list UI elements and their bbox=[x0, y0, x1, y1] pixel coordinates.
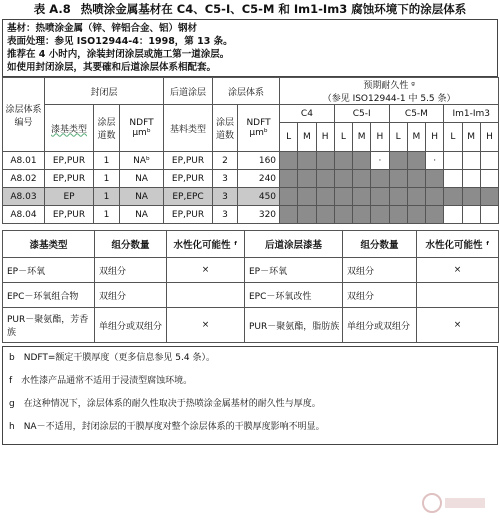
cell-ndft2: 450 bbox=[238, 188, 280, 206]
cell-coats: 1 bbox=[94, 152, 120, 170]
cell-base2: EP,PUR bbox=[164, 206, 213, 224]
durability-cell bbox=[426, 170, 444, 188]
cell-ndft: NAᵇ bbox=[120, 152, 164, 170]
legend-cell: 双组分 bbox=[343, 283, 417, 308]
coating-system-table bbox=[2, 77, 499, 224]
durability-cell bbox=[280, 170, 298, 188]
footnote-f: f 水性漆产品通常不适用于浸渍型腐蚀环境。 bbox=[9, 376, 193, 386]
durability-cell bbox=[298, 170, 316, 188]
legend-cell bbox=[417, 283, 499, 308]
lmh-cell: M bbox=[353, 123, 371, 152]
cell-coats: 1 bbox=[94, 170, 120, 188]
legend-header: 漆基类型 bbox=[3, 231, 95, 258]
legend-row bbox=[3, 283, 499, 308]
lmh-cell: H bbox=[371, 123, 389, 152]
legend-row bbox=[3, 308, 499, 343]
durability-cell bbox=[407, 170, 425, 188]
table-row bbox=[3, 188, 499, 206]
header-durability bbox=[280, 78, 499, 105]
durability-cell bbox=[389, 170, 407, 188]
header-sealer: 封闭层 bbox=[45, 78, 164, 105]
legend-cell: 双组分 bbox=[95, 258, 167, 283]
legend-cell: EP－环氧 bbox=[245, 258, 343, 283]
durability-cell bbox=[334, 152, 352, 170]
legend-header: 水性化可能性 ᶠ bbox=[417, 231, 499, 258]
legend-cell: × bbox=[417, 308, 499, 343]
header-coating-system: 涂层体系 bbox=[213, 78, 280, 105]
lmh-cell: M bbox=[462, 123, 480, 152]
lmh-cell: L bbox=[334, 123, 352, 152]
table-number: 表 A.8 bbox=[33, 2, 71, 16]
info-line-sealer: 如使用封闭涂层，其要確和后道涂层体系相配套。 bbox=[7, 62, 217, 73]
cell-coats2: 3 bbox=[213, 188, 238, 206]
durability-cell bbox=[389, 188, 407, 206]
footnote-g: g 在这种情况下，涂层体系的耐久性取决于热喷涂金属基材的耐久性与厚度。 bbox=[9, 399, 321, 409]
durability-cell bbox=[280, 188, 298, 206]
durability-cell bbox=[353, 170, 371, 188]
legend-cell: 单组分或双组分 bbox=[95, 308, 167, 343]
main-table-body bbox=[3, 152, 499, 224]
durability-cell bbox=[334, 206, 352, 224]
durability-cell bbox=[462, 188, 480, 206]
legend-row bbox=[3, 258, 499, 283]
durability-cell bbox=[371, 170, 389, 188]
legend-cell: × bbox=[417, 258, 499, 283]
durability-cell bbox=[280, 206, 298, 224]
durability-cell bbox=[298, 152, 316, 170]
header-ndft: NDFT μmᵇ bbox=[120, 105, 164, 152]
header-base-type: 漆基类型 bbox=[45, 105, 94, 152]
header-system-id: 涂层体系编号 bbox=[3, 78, 45, 152]
cell-base2: EP,PUR bbox=[164, 152, 213, 170]
cell-base2: EP,PUR bbox=[164, 170, 213, 188]
footnote-h: h NA－不适用，封闭涂层的干膜厚度对整个涂层体系的干膜厚度影响不明显。 bbox=[9, 422, 325, 432]
header-ndft-2: NDFT μmᵇ bbox=[238, 105, 280, 152]
legend-header: 组分数量 bbox=[95, 231, 167, 258]
cell-base: EP,PUR bbox=[45, 152, 94, 170]
cell-coats2: 3 bbox=[213, 206, 238, 224]
legend-cell bbox=[167, 283, 245, 308]
durability-cell bbox=[371, 188, 389, 206]
header-subsequent: 后道涂层 bbox=[164, 78, 213, 105]
cell-id: A8.04 bbox=[3, 206, 45, 224]
lmh-cell: L bbox=[389, 123, 407, 152]
durability-cell bbox=[334, 188, 352, 206]
cell-ndft: NA bbox=[120, 206, 164, 224]
durability-cell bbox=[462, 170, 480, 188]
table-row bbox=[3, 152, 499, 170]
footnote-b: b NDFT=额定干膜厚度（更多信息参见 5.4 条）。 bbox=[9, 353, 215, 363]
durability-cell bbox=[462, 152, 480, 170]
document-page bbox=[2, 1, 498, 520]
cell-ndft: NA bbox=[120, 188, 164, 206]
cell-base: EP,PUR bbox=[45, 170, 94, 188]
durability-cell: · bbox=[371, 152, 389, 170]
header-base-type-2: 基料类型 bbox=[164, 105, 213, 152]
legend-cell: 单组分或双组分 bbox=[343, 308, 417, 343]
cell-coats2: 2 bbox=[213, 152, 238, 170]
durability-cell bbox=[316, 152, 334, 170]
durability-cell bbox=[407, 188, 425, 206]
footnotes-box bbox=[2, 346, 498, 445]
durability-cell bbox=[444, 170, 462, 188]
durability-cell bbox=[480, 170, 498, 188]
durability-cell bbox=[426, 206, 444, 224]
legend-header: 组分数量 bbox=[343, 231, 417, 258]
table-title bbox=[2, 1, 498, 17]
durability-cell bbox=[316, 206, 334, 224]
table-row bbox=[3, 206, 499, 224]
legend-cell: × bbox=[167, 258, 245, 283]
lmh-cell: M bbox=[298, 123, 316, 152]
binder-legend-table bbox=[2, 230, 499, 343]
durability-cell: · bbox=[426, 152, 444, 170]
legend-cell: EPC－环氧组合物 bbox=[3, 283, 95, 308]
legend-cell: EP－环氧 bbox=[3, 258, 95, 283]
substrate-info-box bbox=[2, 19, 498, 77]
durability-cell bbox=[316, 170, 334, 188]
info-line-recommend: 推荐在 4 小时内，涂装封闭涂层或施工第一道涂层。 bbox=[7, 49, 230, 60]
watermark-logo bbox=[420, 490, 490, 516]
durability-cell bbox=[444, 152, 462, 170]
cell-coats: 1 bbox=[94, 188, 120, 206]
lmh-cell: H bbox=[316, 123, 334, 152]
header-coats: 涂层道数 bbox=[94, 105, 120, 152]
lmh-cell: M bbox=[407, 123, 425, 152]
legend-cell: PUR－聚氨酯，芳香族 bbox=[3, 308, 95, 343]
info-line-substrate: 基材：热喷涂金属（锌、锌铝合金、铝）钢材 bbox=[7, 23, 198, 34]
cell-base: EP bbox=[45, 188, 94, 206]
cell-coats: 1 bbox=[94, 206, 120, 224]
table-row bbox=[3, 170, 499, 188]
legend-cell: × bbox=[167, 308, 245, 343]
durability-cell bbox=[334, 170, 352, 188]
cell-base2: EP,EPC bbox=[164, 188, 213, 206]
legend-cell: PUR－聚氨酯，脂肪族 bbox=[245, 308, 343, 343]
header-coats-2: 涂层道数 bbox=[213, 105, 238, 152]
lmh-cell: H bbox=[426, 123, 444, 152]
cell-id: A8.01 bbox=[3, 152, 45, 170]
durability-cell bbox=[444, 188, 462, 206]
durability-cell bbox=[426, 188, 444, 206]
durability-cell bbox=[389, 206, 407, 224]
legend-body bbox=[3, 258, 499, 343]
durability-ref: （参见 ISO12944-1 中 5.5 条） bbox=[322, 94, 456, 104]
cell-ndft: NA bbox=[120, 170, 164, 188]
legend-cell: EPC－环氧改性 bbox=[245, 283, 343, 308]
cell-base: EP,PUR bbox=[45, 206, 94, 224]
table-caption: 热喷涂金属基材在 C4、C5-I、C5-M 和 Im1-Im3 腐蚀环境下的涂层体系 bbox=[80, 2, 467, 16]
durability-cell bbox=[480, 206, 498, 224]
legend-cell: 双组分 bbox=[95, 283, 167, 308]
durability-label: 预期耐久性 ᵍ bbox=[363, 81, 415, 91]
lmh-cell: H bbox=[480, 123, 498, 152]
durability-cell bbox=[480, 152, 498, 170]
durability-cell bbox=[353, 206, 371, 224]
durability-cell bbox=[389, 152, 407, 170]
durability-cell bbox=[407, 152, 425, 170]
legend-header-row bbox=[3, 231, 499, 258]
durability-cell bbox=[371, 206, 389, 224]
env-im: Im1-Im3 bbox=[444, 105, 499, 123]
cell-ndft2: 160 bbox=[238, 152, 280, 170]
legend-header: 后道涂层漆基 bbox=[245, 231, 343, 258]
legend-cell: 双组分 bbox=[343, 258, 417, 283]
durability-cell bbox=[407, 206, 425, 224]
durability-cell bbox=[316, 188, 334, 206]
durability-cell bbox=[480, 188, 498, 206]
lmh-cell: L bbox=[280, 123, 298, 152]
durability-cell bbox=[353, 188, 371, 206]
durability-cell bbox=[444, 206, 462, 224]
durability-cell bbox=[462, 206, 480, 224]
durability-cell bbox=[298, 188, 316, 206]
info-line-surface: 表面处理：参见 ISO12944-4：1998，第 13 条。 bbox=[7, 36, 233, 47]
cell-ndft2: 320 bbox=[238, 206, 280, 224]
cell-ndft2: 240 bbox=[238, 170, 280, 188]
cell-coats2: 3 bbox=[213, 170, 238, 188]
legend-header: 水性化可能性 ᶠ bbox=[167, 231, 245, 258]
env-c4: C4 bbox=[280, 105, 335, 123]
durability-cell bbox=[280, 152, 298, 170]
env-c5-m: C5-M bbox=[389, 105, 444, 123]
durability-cell bbox=[298, 206, 316, 224]
env-c5-i: C5-I bbox=[334, 105, 389, 123]
durability-cell bbox=[353, 152, 371, 170]
cell-id: A8.03 bbox=[3, 188, 45, 206]
lmh-cell: L bbox=[444, 123, 462, 152]
cell-id: A8.02 bbox=[3, 170, 45, 188]
